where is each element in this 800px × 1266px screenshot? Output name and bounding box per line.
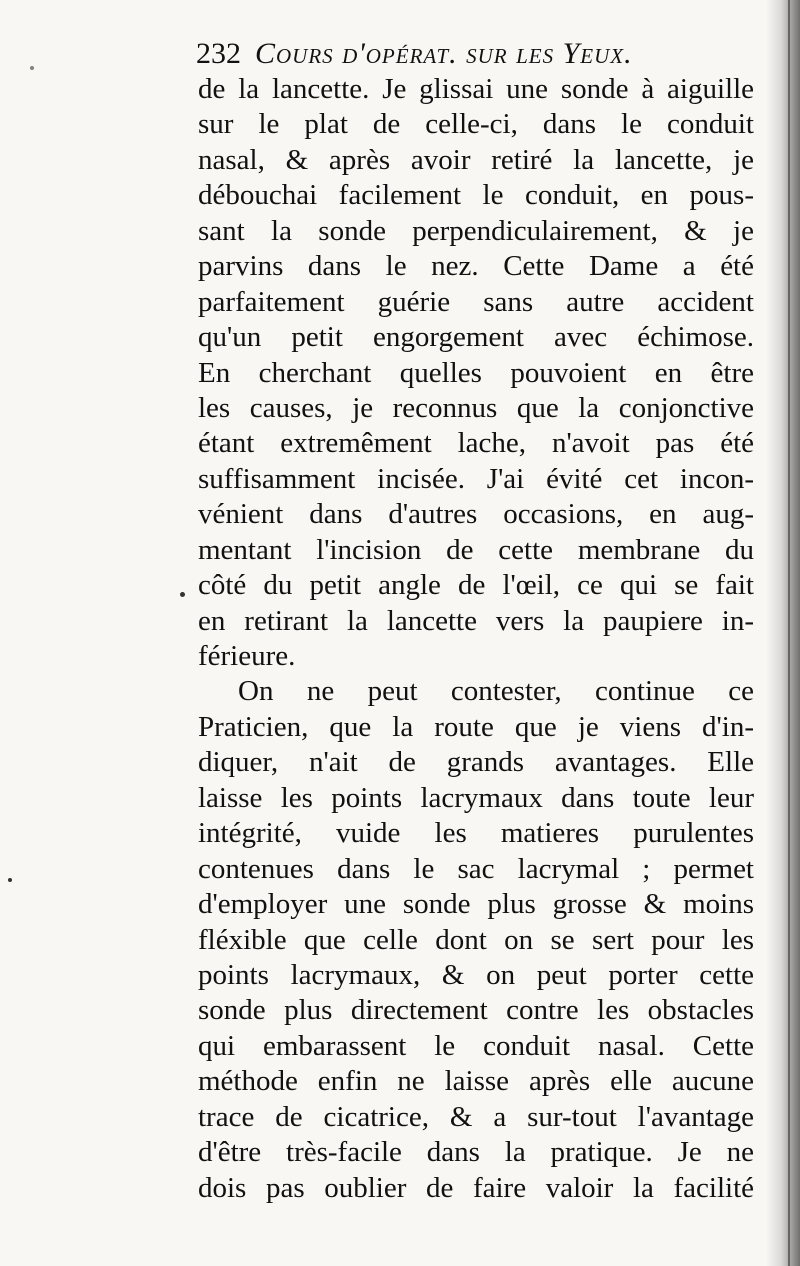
text-line: fléxible que celle dont on se sert pour les — [198, 923, 754, 956]
text-line: étant extremêment lache, n'avoit pas été — [198, 427, 754, 460]
text-line: férieure. — [198, 640, 296, 672]
text-line: Praticien, que la route que je viens d'in- — [198, 710, 754, 743]
text-line: En cherchant quelles pouvoient en être — [198, 356, 754, 389]
running-title: Cours d'opérat. sur les Yeux. — [255, 37, 633, 70]
text-line: sur le plat de celle-ci, dans le conduit — [198, 108, 754, 141]
page-number: 232 — [196, 37, 241, 70]
text-line: trace de cicatrice, & a sur-tout l'avantage — [198, 1100, 754, 1133]
text-line: qu'un petit engorgement avec échimose. — [198, 321, 754, 354]
text-line: vénient dans d'autres occasions, en aug- — [198, 498, 754, 531]
text-line: contenues dans le sac lacrymal ; permet — [198, 852, 754, 885]
text-line: diquer, n'ait de grands avantages. Elle — [198, 746, 754, 779]
text-line: d'employer une sonde plus grosse & moins — [198, 888, 754, 921]
text-line: parvins dans le nez. Cette Dame a été — [198, 250, 754, 283]
text-line: parfaitement guérie sans autre accident — [198, 285, 754, 318]
margin-speck — [180, 592, 185, 597]
margin-speck — [8, 878, 12, 882]
text-line: dois pas oublier de faire valoir la facilité — [198, 1171, 754, 1204]
margin-speck — [30, 66, 34, 70]
text-line: méthode enfin ne laisse après elle aucune — [198, 1065, 754, 1098]
paragraph-first-line: On ne peut contester, continue ce — [238, 675, 754, 708]
text-line: suffisamment incisée. J'ai évité cet incon- — [198, 462, 754, 495]
running-header — [196, 30, 756, 78]
page-edge-shadow — [766, 0, 800, 1266]
text-line: débouchai facilement le conduit, en pous- — [198, 179, 754, 212]
text-line: d'être très-facile dans la pratique. Je ne — [198, 1136, 754, 1169]
body-text — [198, 72, 754, 1206]
text-line: de la lancette. Je glissai une sonde à aiguille — [198, 73, 754, 105]
text-line: mentant l'incision de cette membrane du — [198, 533, 754, 566]
text-line: les causes, je reconnus que la conjonctive — [198, 391, 754, 424]
text-line: côté du petit angle de l'œil, ce qui se fait — [198, 569, 754, 602]
text-line: sonde plus directement contre les obstacles — [198, 994, 754, 1027]
text-line: en retirant la lancette vers la paupiere in- — [198, 604, 754, 637]
text-line: laisse les points lacrymaux dans toute leur — [198, 781, 754, 814]
text-line: nasal, & après avoir retiré la lancette, je — [198, 143, 754, 176]
page-edge-line — [788, 0, 790, 1266]
text-line: intégrité, vuide les matieres purulentes — [198, 817, 754, 850]
text-line: sant la sonde perpendiculairement, & je — [198, 214, 754, 247]
text-line: qui embarassent le conduit nasal. Cette — [198, 1029, 754, 1062]
text-line: points lacrymaux, & on peut porter cette — [198, 958, 754, 991]
